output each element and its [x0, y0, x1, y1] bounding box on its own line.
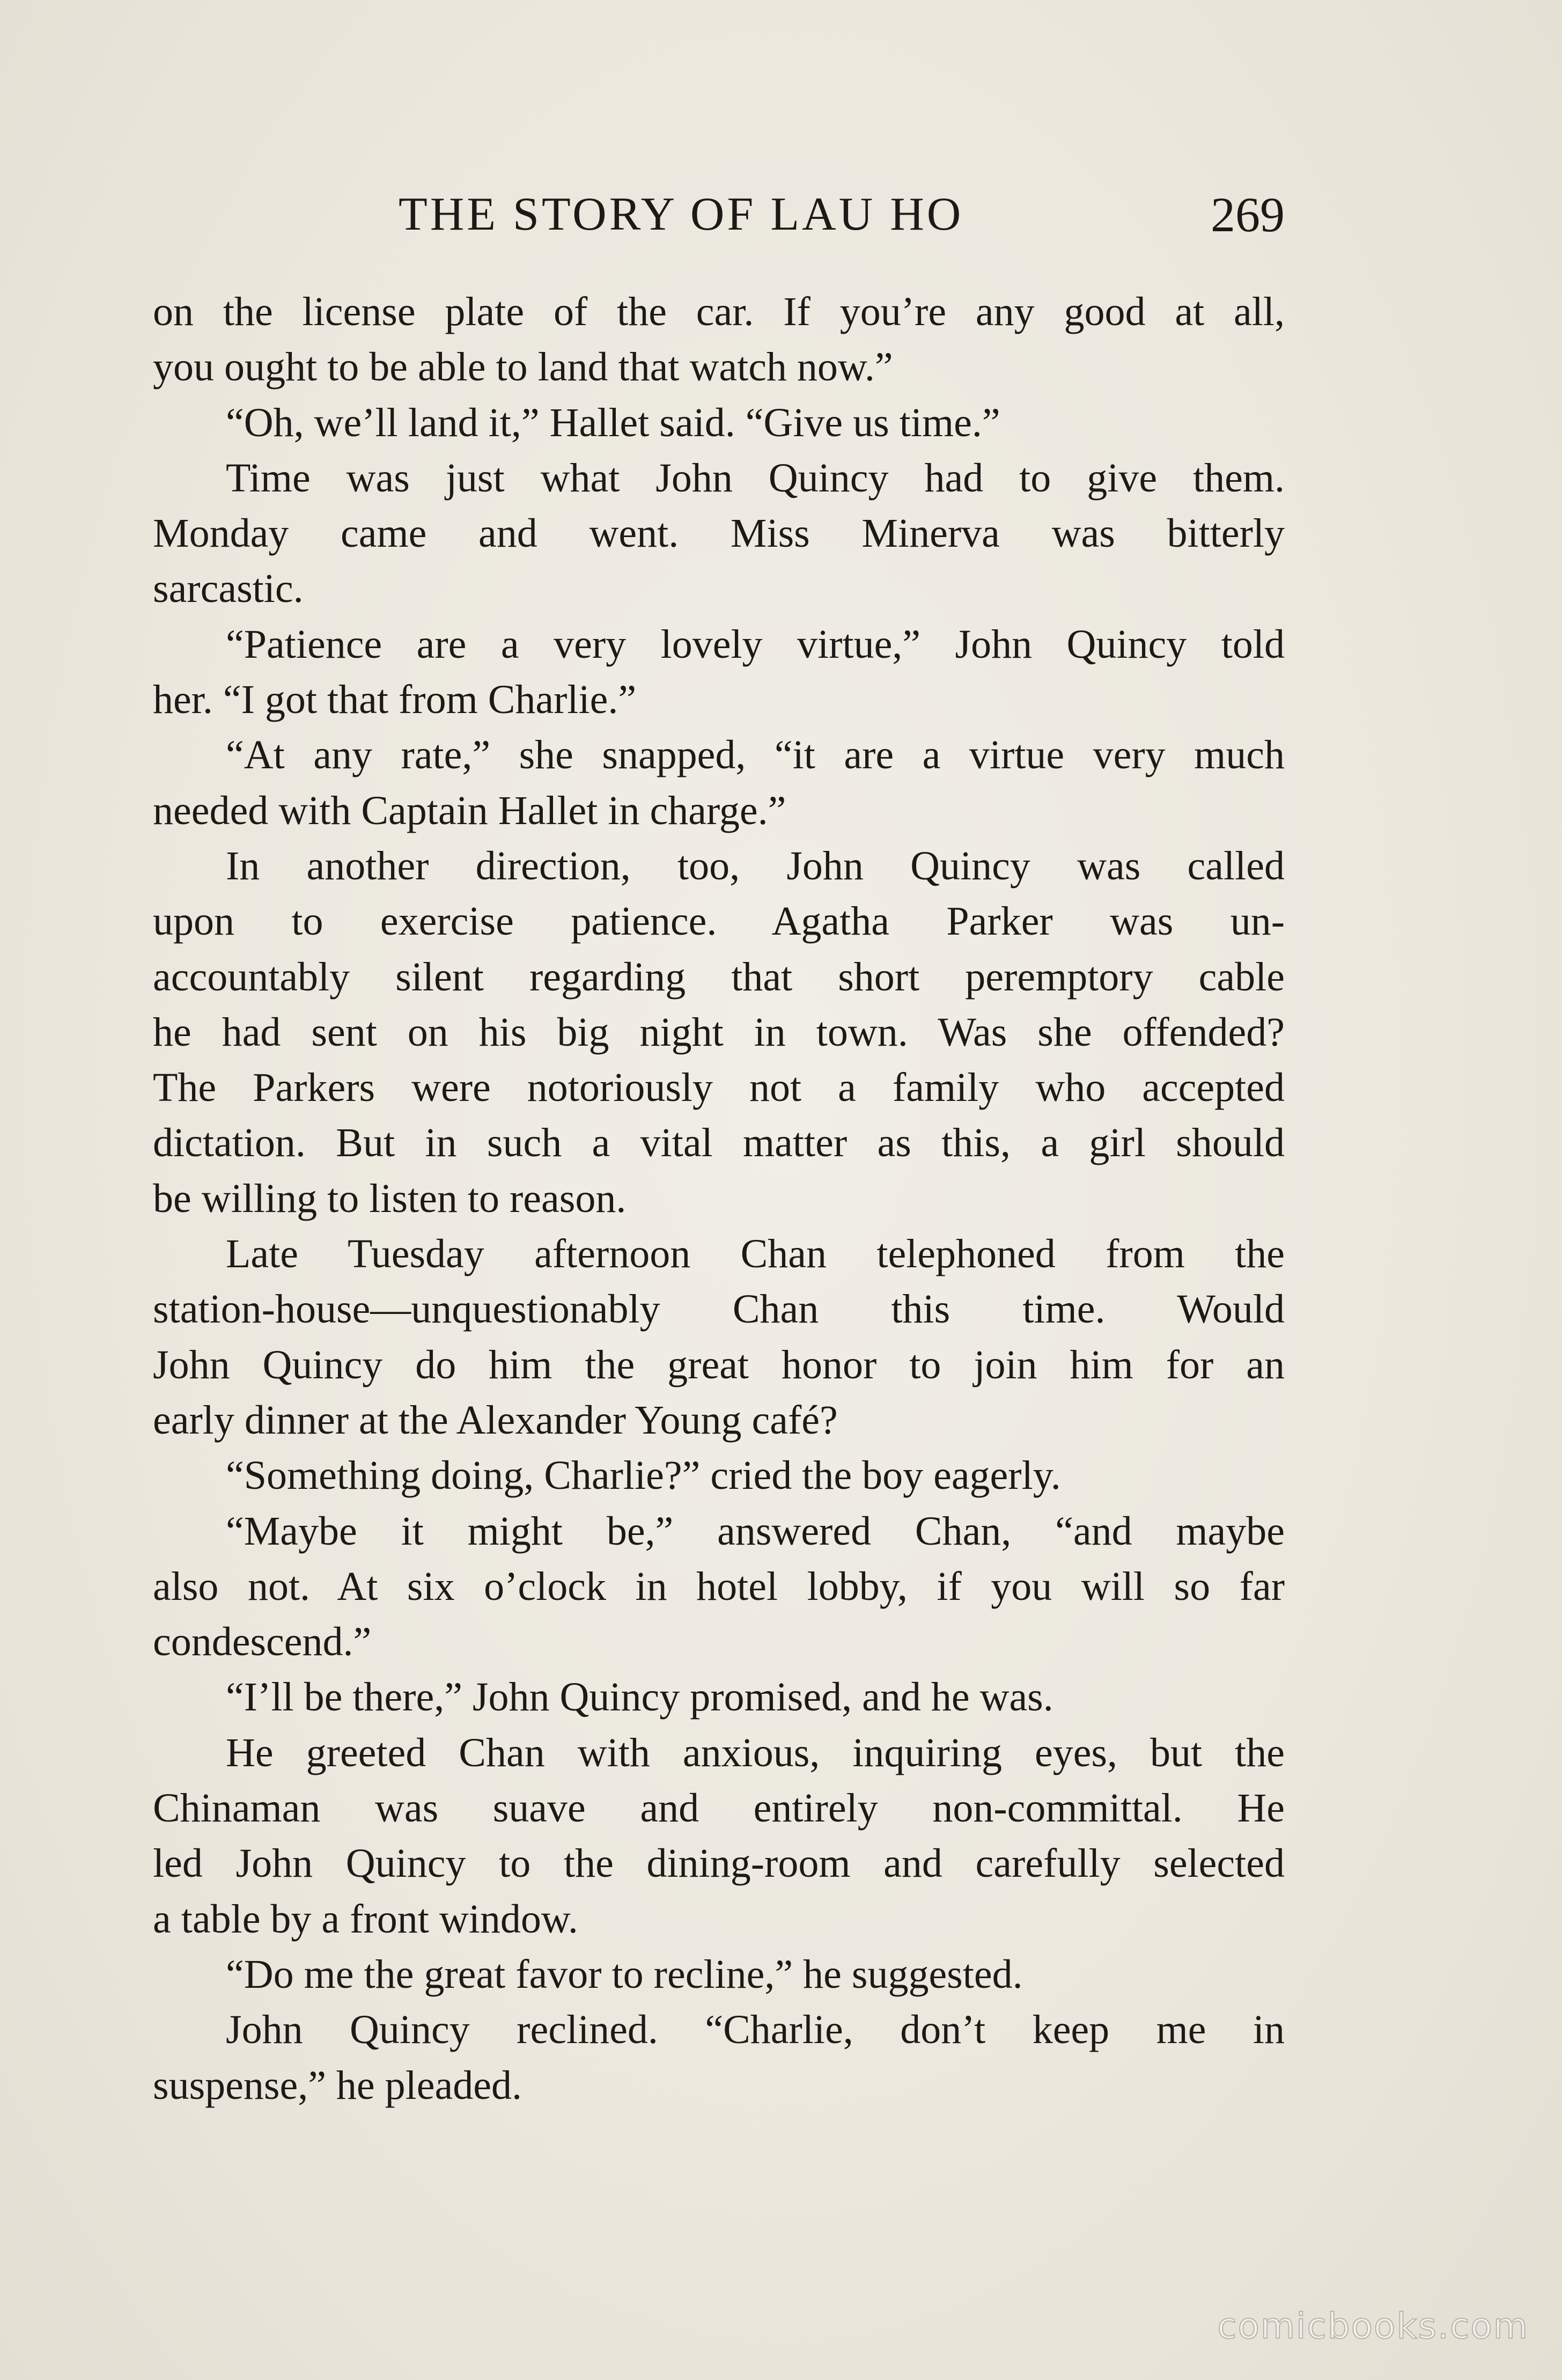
text-line: Chinaman was suave and entirely non-committal. He — [153, 1786, 1285, 1831]
text-line: he had sent on his big night in town. Was she offended? — [153, 1009, 1285, 1055]
text-line: In another direction, too, John Quincy was called — [226, 843, 1285, 888]
text-line: on the license plate of the car. If you’re any good at all, — [153, 289, 1285, 334]
running-title: THE STORY OF LAU HO — [399, 188, 964, 240]
text-line: Late Tuesday afternoon Chan telephoned from the — [226, 1231, 1285, 1277]
text-line: accountably silent regarding that short peremptory cable — [153, 954, 1285, 1000]
text-line: suspense,” he pleaded. — [153, 2062, 522, 2108]
text-line: early dinner at the Alexander Young café? — [153, 1397, 838, 1443]
text-line: “Patience are a very lovely virtue,” John Quincy told — [226, 621, 1285, 667]
text-line: Monday came and went. Miss Minerva was bitterly — [153, 511, 1285, 556]
text-line: needed with Captain Hallet in charge.” — [153, 788, 786, 833]
page-number: 269 — [1211, 187, 1285, 242]
text-line: also not. At six o’clock in hotel lobby, if you will so far — [153, 1563, 1285, 1609]
text-line: Time was just what John Quincy had to give them. — [226, 455, 1285, 501]
text-line: He greeted Chan with anxious, inquiring eyes, but the — [226, 1730, 1285, 1775]
text-line: “Do me the great favor to recline,” he suggested. — [226, 1951, 1023, 1997]
text-line: be willing to listen to reason. — [153, 1176, 627, 1221]
body-text — [153, 284, 1285, 2113]
watermark: comicbooks.com — [1217, 2305, 1529, 2347]
text-line: “At any rate,” she snapped, “it are a virtue very much — [226, 732, 1285, 778]
text-line: upon to exercise patience. Agatha Parker was un- — [153, 899, 1285, 944]
text-line: John Quincy reclined. “Charlie, don’t keep me in — [226, 2007, 1285, 2053]
running-head — [153, 182, 1285, 247]
text-line: condescend.” — [153, 1619, 372, 1665]
text-line: John Quincy do him the great honor to join him for an — [153, 1342, 1285, 1387]
text-line: The Parkers were notoriously not a family who accepted — [153, 1065, 1285, 1111]
text-line: you ought to be able to land that watch now.” — [153, 344, 893, 390]
text-line: “Oh, we’ll land it,” Hallet said. “Give us time.” — [226, 400, 1000, 445]
text-line: a table by a front window. — [153, 1896, 578, 1942]
text-line: sarcastic. — [153, 566, 304, 612]
text-line: “Maybe it might be,” answered Chan, “and maybe — [226, 1508, 1285, 1554]
text-line: “Something doing, Charlie?” cried the boy eagerly. — [226, 1453, 1061, 1498]
text-line: dictation. But in such a vital matter as this, a girl should — [153, 1120, 1285, 1166]
text-line: her. “I got that from Charlie.” — [153, 677, 637, 723]
text-line: led John Quincy to the dining-room and carefully selected — [153, 1841, 1285, 1886]
text-line: station-house—unquestionably Chan this time. Would — [153, 1287, 1285, 1332]
text-line: “I’ll be there,” John Quincy promised, and he was. — [226, 1674, 1053, 1720]
